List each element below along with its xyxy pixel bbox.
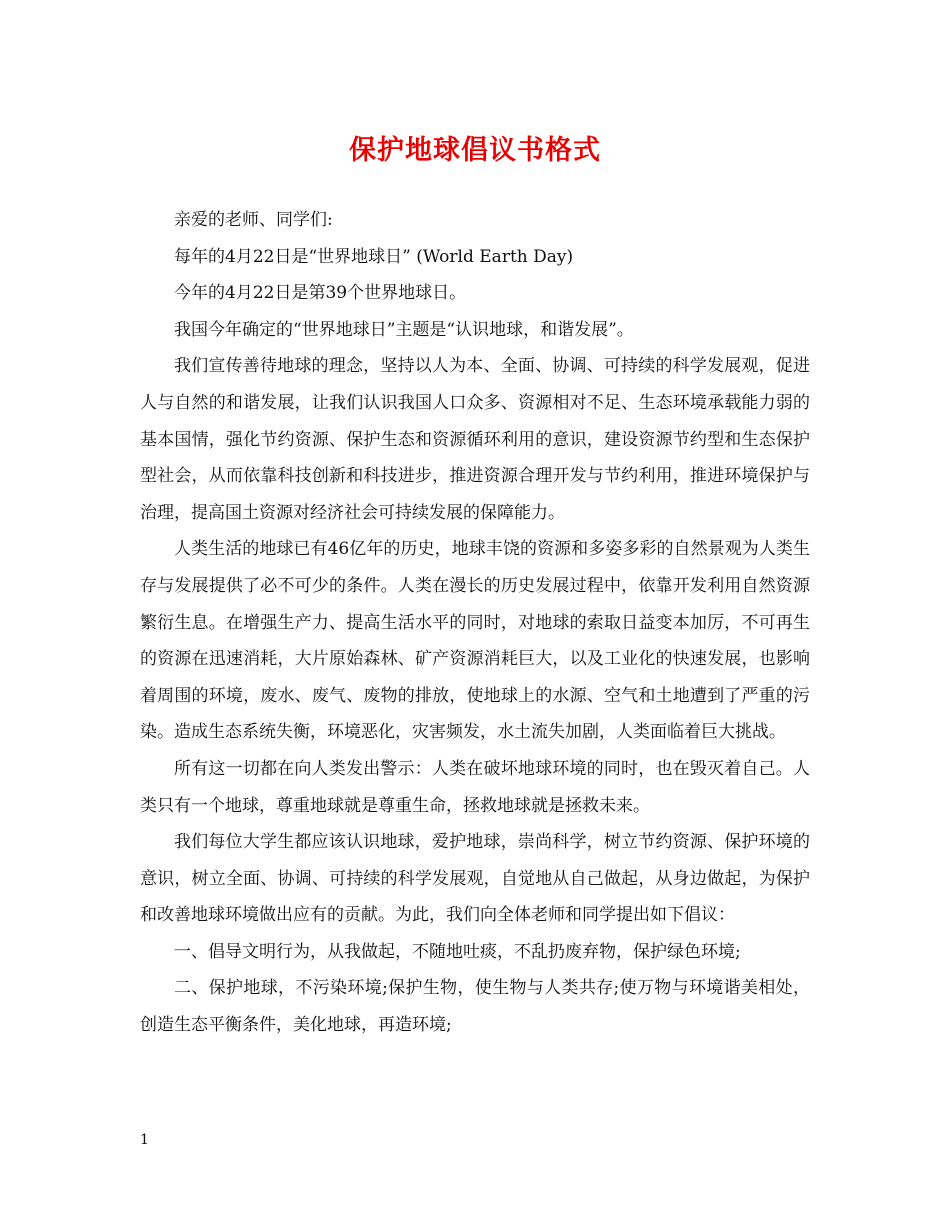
proposal-item-2: 二、保护地球，不污染环境;保护生物，使生物与人类共存;使万物与环境谐美相处，创造生态平衡条件，美化地球，再造环境; xyxy=(140,978,810,1036)
concept-paragraph: 我们宣传善待地球的理念，坚持以人为本、全面、协调、可持续的科学发展观，促进人与自然的和谐发展，让我们认识我国人口众多、资源相对不足、生态环境承载能力弱的基本国情，强化节约资源、保护生态和资源循环利用的意识，建设资源节约型和生态保护型社会，从而依靠科技创新和科技进步，推进资源合理开发与节约利用，推进环境保护与治理，提高国土资源对经济社会可持续发展的保障能力。 xyxy=(140,356,810,523)
theme-paragraph: 我国今年确定的“世界地球日”主题是“认识地球，和谐发展”。 xyxy=(174,319,634,340)
proposal-item-1: 一、倡导文明行为，从我做起，不随地吐痰，不乱扔废弃物，保护绿色环境; xyxy=(174,941,741,962)
document-title: 保护地球倡议书格式 xyxy=(349,135,601,166)
history-paragraph: 人类生活的地球已有46亿年的历史，地球丰饶的资源和多姿多彩的自然景观为人类生存与发展提供了必不可少的条件。人类在漫长的历史发展过程中，依靠开发利用自然资源繁衍生息。在增强生产力、提高生活水平的同时，对地球的索取日益变本加厉，不可再生的资源在迅速消耗，大片原始森林、矿产资源消耗巨大，以及工业化的快速发展，也影响着周围的环境，废水、废气、废物的排放，使地球上的水源、空气和土地遭到了严重的污染。造成生态系统失衡，环境恶化，灾害频发，水土流失加剧，人类面临着巨大挑战。 xyxy=(140,539,810,743)
document-body xyxy=(140,202,810,1044)
warning-paragraph: 所有这一切都在向人类发出警示：人类在破坏地球环境的同时，也在毁灭着自己。人类只有一个地球，尊重地球就是尊重生命，拯救地球就是拯救未来。 xyxy=(140,758,810,816)
earth-day-date-paragraph: 每年的4月22日是“世界地球日” (World Earth Day) xyxy=(174,246,574,267)
salutation-paragraph: 亲爱的老师、同学们: xyxy=(174,210,333,230)
students-call-paragraph: 我们每位大学生都应该认识地球，爱护地球，崇尚科学，树立节约资源、保护环境的意识，树立全面、协调、可持续的科学发展观，自觉地从自己做起，从身边做起，为保护和改善地球环境做出应有的贡献。为此，我们向全体老师和同学提出如下倡议： xyxy=(140,832,810,926)
earth-day-anniversary-paragraph: 今年的4月22日是第39个世界地球日。 xyxy=(174,283,467,304)
page-number: 1 xyxy=(140,1132,149,1148)
